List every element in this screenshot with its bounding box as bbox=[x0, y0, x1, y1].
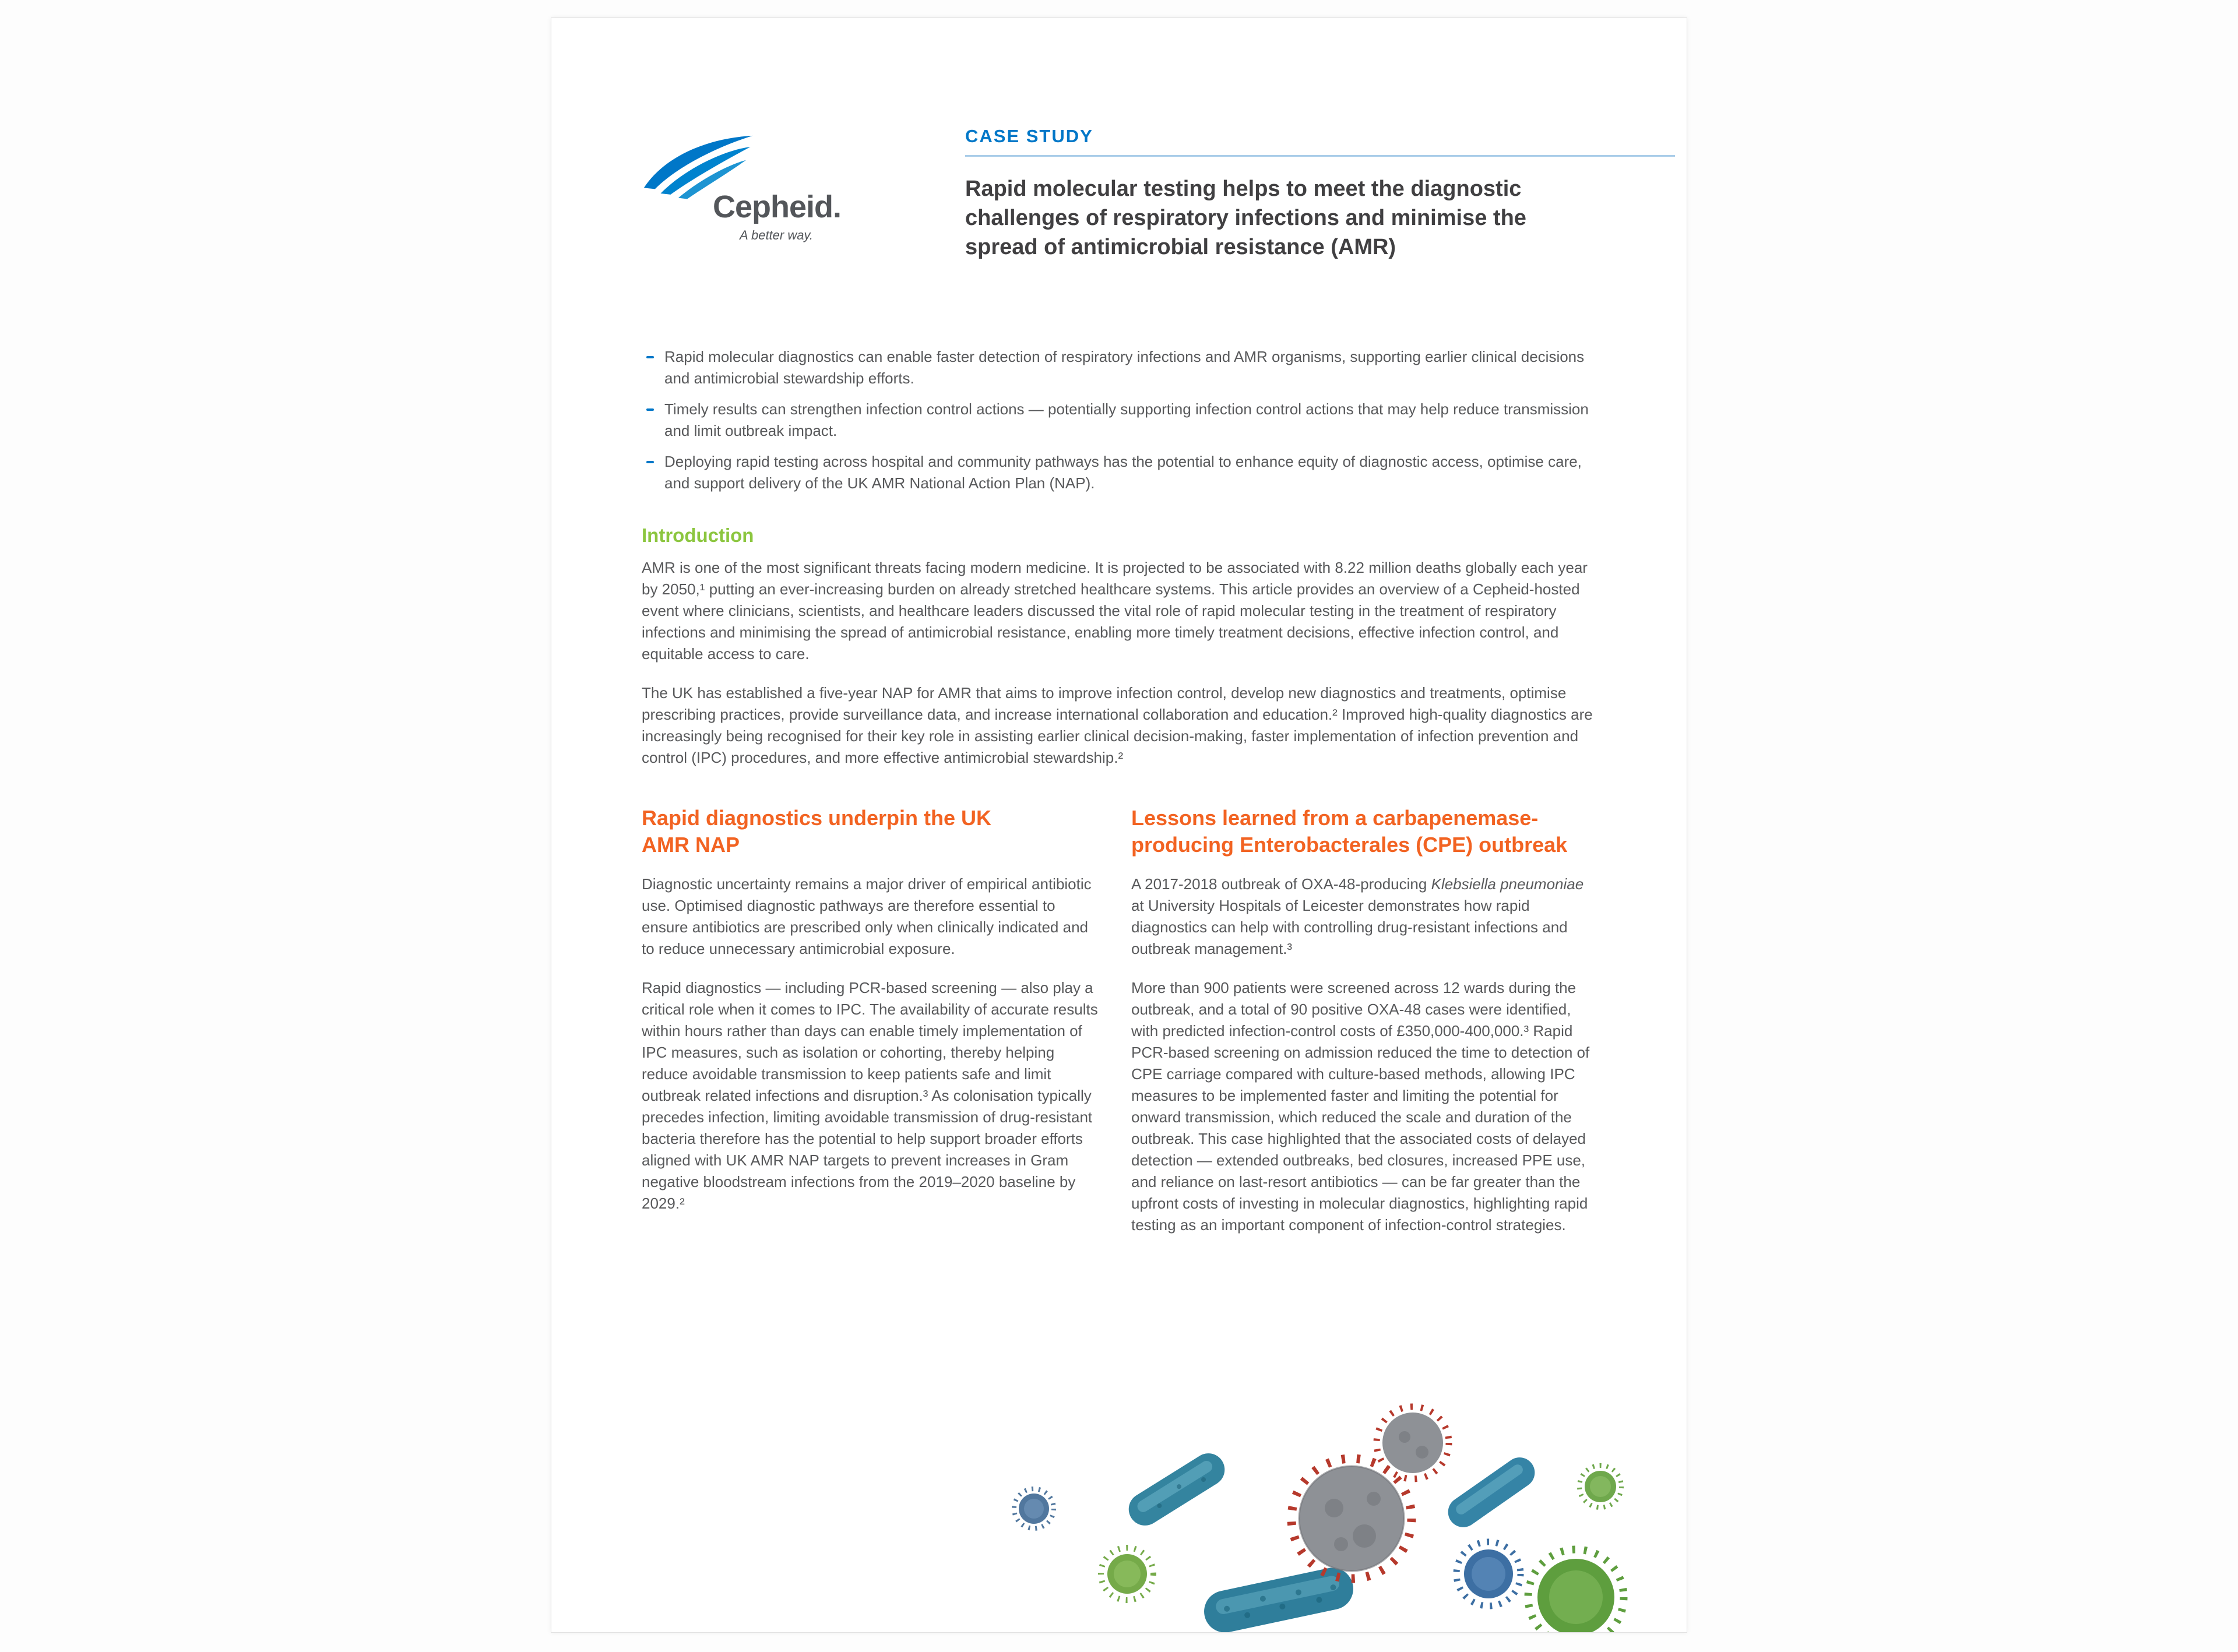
paragraph-text: at University Hospitals of Leicester demonstrates how rapid diagnostics can help with controlling drug-resistant infections and outbreak management.³ bbox=[1131, 897, 1568, 957]
page-title: Rapid molecular testing helps to meet the diagnostic challenges of respiratory infections and minimise the spread of antimicrobial resistance (AMR) bbox=[965, 177, 1526, 259]
page-header bbox=[551, 18, 1687, 283]
green-virus-large-icon bbox=[1528, 1549, 1624, 1632]
list-item bbox=[642, 451, 1596, 494]
case-study-label: CASE STUDY bbox=[965, 126, 1675, 157]
header-text bbox=[886, 126, 1675, 283]
microbes-illustration bbox=[952, 1399, 1681, 1632]
key-point-text: Timely results can strengthen infection control actions — potentially supporting infection control actions that may help reduce transmission and limit outbreak impact. bbox=[664, 400, 1589, 439]
left-column-paragraph-2: Rapid diagnostics — including PCR-based screening — also play a critical role when it comes to IPC. The availability of accurate results within hours rather than days can enable timely implementation of IPC measures, such as isolation or cohorting, thereby helping reduce avoidable transmission to keep patients safe and limit outbreak related infections and disruption.³ As colonisation typically precedes infection, limiting avoidable transmission of drug-resistant bacteria therefore has the potential to help support broader efforts aligned with UK AMR NAP targets to prevent increases in Gram negative bloodstream infections from the 2019–2020 baseline by 2029.² bbox=[642, 979, 1098, 1212]
bullet-marker-icon bbox=[646, 461, 654, 463]
introduction-paragraph-2: The UK has established a five-year NAP for AMR that aims to improve infection control, develop new diagnostics and treatments, optimise prescribing practices, provide surveillance data, and increase international collaboration and education.² Improved high-quality diagnostics are increasingly being recognised for their key role in assisting earlier clinical decision-making, faster implementation of infection prevention and control (IPC) procedures, and more effective antimicrobial stewardship.² bbox=[642, 684, 1593, 766]
right-column-paragraph-2: More than 900 patients were screened across 12 wards during the outbreak, and a total of 90 positive OXA-48 cases were identified, with predicted infection-control costs of £350,000-400,000.³ Rapid PCR-based screening on admission reduced the time to detection of CPE carriage compared with culture-based methods, allowing IPC measures to be implemented faster and limiting the potential for onward transmission, which reduced the scale and duration of the outbreak. This case highlighted that the associated costs of delayed detection — extended outbreaks, bed closures, increased PPE use, and reliance on last-resort antibiotics — can be far greater than the upfront costs of investing in molecular diagnostics, highlighting rapid testing as an important component of infection-control strategies. bbox=[1131, 979, 1590, 1234]
key-point-text: Rapid molecular diagnostics can enable faster detection of respiratory infections and AMR organisms, supporting earlier clinical decisions and antimicrobial stewardship efforts. bbox=[664, 348, 1585, 387]
key-point-text: Deploying rapid testing across hospital and community pathways has the potential to enhance equity of diagnostic access, optimise care, and support delivery of the UK AMR National Action Plan (NAP). bbox=[664, 453, 1582, 492]
cepheid-tagline: A better way. bbox=[740, 228, 813, 242]
two-column-section bbox=[642, 805, 1596, 1253]
page-content bbox=[551, 346, 1687, 1253]
list-item bbox=[642, 346, 1596, 389]
green-virus-icon bbox=[1101, 1548, 1153, 1600]
right-column bbox=[1131, 805, 1596, 1253]
cepheid-logo bbox=[642, 126, 886, 283]
left-column bbox=[642, 805, 1099, 1253]
blue-virus-icon bbox=[1014, 1489, 1054, 1528]
cepheid-wordmark: Cepheid. bbox=[713, 189, 842, 224]
right-column-heading: Lessons learned from a carbapenemase-producing Enterobacterales (CPE) outbreak bbox=[1131, 806, 1568, 857]
key-points-list bbox=[642, 346, 1596, 494]
case-study-page bbox=[551, 17, 1687, 1633]
bacterium-rod-icon bbox=[1122, 1447, 1231, 1532]
bullet-marker-icon bbox=[646, 356, 654, 358]
introduction-paragraph-1: AMR is one of the most significant threats facing modern medicine. It is projected to be associated with 8.22 million deaths globally each year by 2050,¹ putting an ever-increasing burden on already stretched healthcare systems. This article provides an overview of a Cepheid-hosted event where clinicians, scientists, and healthcare leaders discussed the vital role of rapid molecular testing in the treatment of respiratory infections and minimising the spread of antimicrobial resistance, enabling more timely treatment decisions, effective infection control, and equitable access to care. bbox=[642, 559, 1588, 663]
species-name: Klebsiella pneumoniae bbox=[1431, 875, 1584, 893]
bullet-marker-icon bbox=[646, 408, 654, 411]
green-virus-icon bbox=[1579, 1466, 1621, 1507]
coronavirus-small-icon bbox=[1377, 1407, 1449, 1479]
bacterium-rod-icon bbox=[1442, 1452, 1540, 1533]
bacterium-rod-large-icon bbox=[1200, 1564, 1357, 1632]
list-item bbox=[642, 399, 1596, 442]
paragraph-text: A 2017-2018 outbreak of OXA-48-producing bbox=[1131, 875, 1431, 893]
left-column-heading: Rapid diagnostics underpin the UK AMR NAP bbox=[642, 806, 992, 857]
blue-virus-icon bbox=[1456, 1542, 1521, 1606]
right-column-paragraph-1 bbox=[1131, 873, 1596, 960]
introduction-heading: Introduction bbox=[642, 524, 754, 546]
left-column-paragraph-1: Diagnostic uncertainty remains a major driver of empirical antibiotic use. Optimised diagnostic pathways are therefore essential to ensure antibiotics are prescribed only when clinically indicated and to reduce unnecessary antimicrobial exposure. bbox=[642, 875, 1092, 957]
